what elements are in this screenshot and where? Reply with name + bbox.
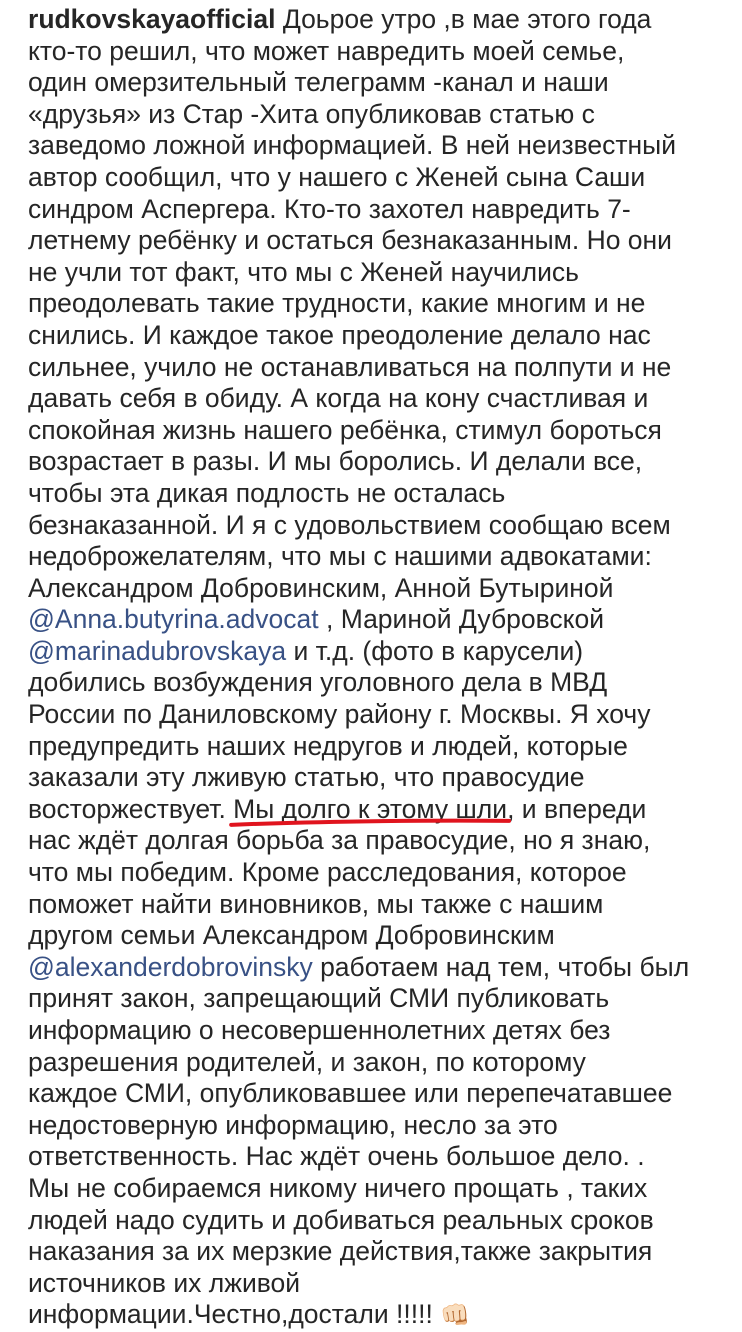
caption-line: нас ждёт долгая борьба за правосудие, но я знаю, <box>28 825 651 856</box>
caption-line: добились возбуждения уголовного дела в МВД <box>28 667 608 698</box>
caption-line: источников их лживой <box>28 1267 301 1298</box>
caption-line: не учли тот факт, что мы с Женей научились <box>28 256 579 287</box>
caption-line: преодолевать такие трудности, какие многим и не <box>28 288 646 319</box>
caption-line: спокойная жизнь нашего ребёнка, стимул бороться <box>28 414 662 445</box>
caption-line: возрастает в разы. И мы боролись. И делали все, <box>28 446 643 477</box>
caption-line: недоброжелателям, что мы с нашими адвокатами: <box>28 541 652 572</box>
caption-line: сильнее, учило не останавливаться на полпути и не <box>28 351 672 382</box>
caption-text: Доьрое утро ,в мае этого года <box>282 4 652 34</box>
caption-line: кто-то решил, что может навредить моей семье, <box>28 35 625 66</box>
caption-line <box>28 794 728 826</box>
caption-line: снились. И каждое такое преодоление делало нас <box>28 319 651 350</box>
caption-line: разрешения родителей, и закон, по которому <box>28 1046 586 1077</box>
caption-line: Александром Добровинским, Анной Бутыриной <box>28 572 614 603</box>
mention-link[interactable]: @alexanderdobrovinsky <box>28 951 313 982</box>
caption-line: другом семьи Александром Добровинским <box>28 920 555 951</box>
caption-text: , и впереди <box>507 793 647 824</box>
caption-line <box>28 636 728 668</box>
caption-line: принят закон, запрещающий СМИ публиковать <box>28 983 610 1014</box>
caption-line: безнаказанной. И я с удовольствием сообщаю всем <box>28 509 671 540</box>
caption-text: информации.Честно,достали !!!!! <box>28 1299 441 1330</box>
caption-line: чтобы эта дикая подлость не осталась <box>28 477 506 508</box>
caption-line: предупредить наших недругов и людей, которые <box>28 730 628 761</box>
underlined-phrase: Мы долго к этому шли <box>233 793 508 824</box>
caption-line: недостоверную информацию, несло за это <box>28 1109 558 1140</box>
caption-line <box>28 4 728 36</box>
caption-text: и т.д. (фото в карусели) <box>286 635 584 666</box>
mention-link[interactable]: @marinadubrovskaya <box>28 635 287 666</box>
caption-line <box>28 952 728 984</box>
caption-line: один омерзительный телеграмм -канал и наши <box>28 67 609 98</box>
caption-text: восторжествует. <box>28 793 234 824</box>
caption-line <box>28 604 728 636</box>
caption-line: «друзья» из Стар -Хита опубликовав статью с <box>28 98 595 129</box>
caption-line: России по Даниловскому району г. Москвы. Я хочу <box>28 699 651 730</box>
caption-line: Мы не собираемся никому ничего прощать , таких <box>28 1172 648 1203</box>
username-link[interactable]: rudkovskayaofficial <box>28 4 276 34</box>
caption-line: синдром Аспергера. Кто-то захотел навредить 7- <box>28 193 631 224</box>
caption-line: заведомо ложной информацией. В ней неизвестный <box>28 130 677 161</box>
fist-bump-icon: 👊🏻 <box>440 1302 471 1330</box>
mention-link[interactable]: @Anna.butyrina.advocat <box>28 604 319 635</box>
caption-line: наказания за их мерзкие действия,также закрытия <box>28 1236 653 1267</box>
caption-text: , Мариной Дубровской <box>318 604 605 635</box>
post-caption <box>28 4 728 1331</box>
caption-line: поможет найти виновников, мы также с нашим <box>28 888 604 919</box>
caption-line: заказали эту лживую статью, что правосудие <box>28 762 585 793</box>
caption-text: работаем над тем, чтобы был <box>312 951 690 982</box>
caption-line: ответственность. Нас ждёт очень большое дело. . <box>28 1141 645 1172</box>
caption-line: каждое СМИ, опубликовавшее или перепечатавшее <box>28 1078 673 1109</box>
caption-line <box>28 1299 728 1331</box>
caption-line: давать себя в обиду. А когда на кону счастливая и <box>28 383 649 414</box>
caption-line: автор сообщил, что у нашего с Женей сына Саши <box>28 161 646 192</box>
caption-line: летнему ребёнку и остаться безнаказанным. Но они <box>28 225 672 256</box>
caption-line: что мы победим. Кроме расследования, которое <box>28 857 627 888</box>
caption-line: людей надо судить и добиваться реальных сроков <box>28 1204 654 1235</box>
caption-line: информацию о несовершеннолетних детях без <box>28 1015 611 1045</box>
